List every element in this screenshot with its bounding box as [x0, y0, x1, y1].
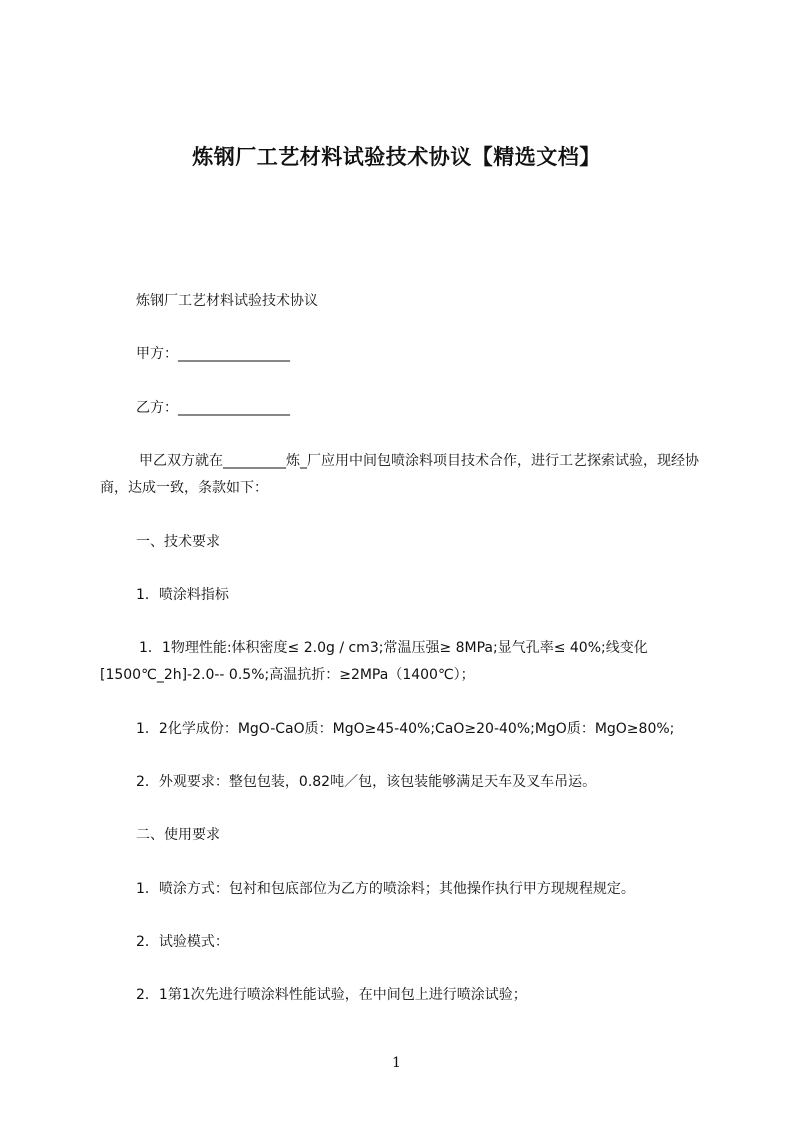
item-physical-properties: 1．1物理性能:体积密度≤ 2.0g / cm3;常温压强≥ 8MPa;显气孔率≤ 40%;线变化[1500℃_2h]-2.0-- 0.5%;高温抗折：≥2MPa（1400℃）； [100, 640, 648, 683]
party-a-line: 甲方：________________ [136, 346, 290, 362]
document-title: 炼钢厂工艺材料试验技术协议【精选文档】 [192, 145, 601, 169]
agreement-subtitle: 炼钢厂工艺材料试验技术协议 [136, 293, 318, 309]
item-first-test: 2．1第1次先进行喷涂料性能试验，在中间包上进行喷涂试验； [136, 987, 527, 1003]
item-appearance-requirements: 2．外观要求：整包包装，0.82吨／包，该包装能够满足天车及叉车吊运。 [136, 774, 597, 790]
item-spray-material-specs: 1．喷涂料指标 [136, 587, 229, 603]
item-spray-method: 1．喷涂方式：包衬和包底部位为乙方的喷涂料；其他操作执行甲方现规程规定。 [136, 881, 635, 897]
section-heading-usage: 二、使用要求 [136, 827, 220, 843]
item-test-mode: 2．试验模式： [136, 934, 229, 950]
section-heading-technical: 一、技术要求 [136, 534, 220, 550]
page-number: 1 [392, 1055, 401, 1071]
intro-paragraph: 甲乙双方就在_________炼_厂应用中间包喷涂料项目技术合作，进行工艺探索试验，现经协商，达成一致，条款如下： [100, 453, 699, 496]
item-chemical-composition: 1．2化学成份：MgO-CaO质：MgO≥45-40%;CaO≥20-40%;MgO质：MgO≥80%; [136, 721, 675, 737]
party-b-line: 乙方：________________ [136, 400, 290, 416]
